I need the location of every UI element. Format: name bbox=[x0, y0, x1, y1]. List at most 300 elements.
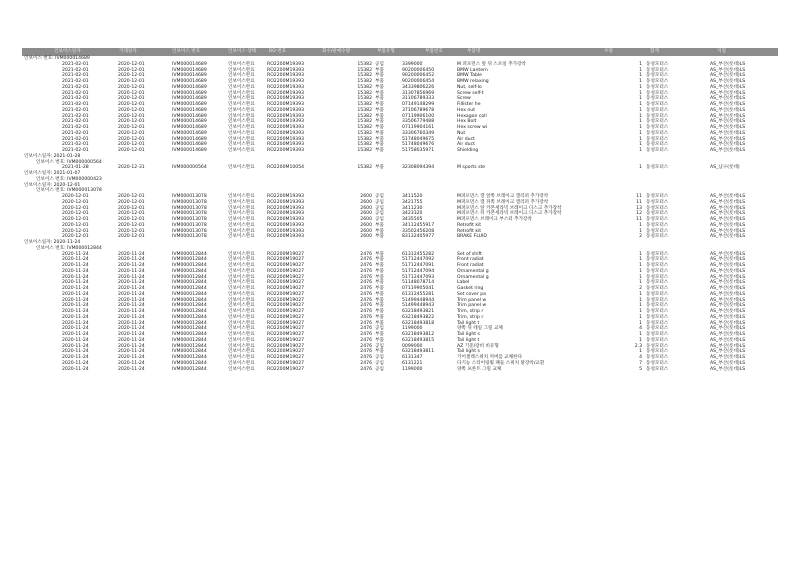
table-cell: Nut bbox=[457, 130, 466, 136]
table-cell: 2020-11-24 bbox=[118, 291, 145, 297]
table-cell: 90200006452 bbox=[402, 73, 435, 79]
table-cell: IVM000014689 bbox=[172, 96, 207, 102]
table-cell: AS_부산(롯데)LS bbox=[710, 263, 746, 268]
table-cell: 2020-12-01 bbox=[62, 199, 89, 205]
table-cell: Ornamental g bbox=[457, 268, 489, 274]
table-cell: 2476 bbox=[360, 337, 372, 343]
table-cell: AS_부산(롯데)LS bbox=[710, 96, 746, 102]
table-cell: IVM000014689 bbox=[172, 142, 207, 148]
table-cell: 15382 bbox=[357, 125, 372, 130]
table-cell: BRAKE FLUID bbox=[457, 234, 487, 240]
table-cell: 1 bbox=[639, 142, 642, 148]
table-cell: Set cover pa bbox=[457, 291, 486, 297]
table-cell: 2476 bbox=[360, 366, 372, 372]
table-cell: RO2200M19027 bbox=[267, 274, 305, 280]
table-cell: 63218493815 bbox=[402, 337, 435, 343]
table-cell: IVM000012844 bbox=[172, 332, 207, 337]
table-cell: 3411230 bbox=[402, 205, 423, 211]
table-cell: M퍼포먼스 캘 앞쪽 브레이크 캘리퍼 추가장착 bbox=[457, 194, 549, 199]
table-cell: 인보이스완료 bbox=[228, 84, 255, 90]
table-cell: AS_부산(롯데)LS bbox=[710, 79, 746, 84]
group-label-text: 인보이스일자: 2021-01-28 bbox=[24, 153, 81, 159]
table-cell: 1 bbox=[639, 67, 642, 73]
table-cell: M 퍼포먼스 앞 뒤 스포일 추가장착 bbox=[457, 61, 526, 67]
table-cell: AZ 기준/장비 비유형 bbox=[457, 343, 499, 349]
table-cell: 2476 bbox=[360, 297, 372, 303]
table-cell: 2021-02-01 bbox=[62, 136, 89, 142]
table-cell: 동성모터스 bbox=[646, 355, 669, 360]
table-cell: 2020-12-01 bbox=[118, 90, 145, 96]
table-cell: 2476 bbox=[360, 251, 372, 257]
table-cell: Shielding bbox=[457, 148, 479, 153]
table-cell: AS_부산(롯데)LS bbox=[710, 349, 746, 355]
table-cell: 5 bbox=[639, 366, 642, 372]
table-cell: 부품 bbox=[375, 309, 384, 314]
table-cell: 인보이스완료 bbox=[228, 314, 255, 320]
table-cell: 2020-11-24 bbox=[62, 309, 89, 314]
table-cell: 2020-12-01 bbox=[62, 194, 89, 199]
table-cell: 2020-11-24 bbox=[118, 320, 145, 326]
table-cell: IVM000012844 bbox=[172, 268, 207, 274]
table-cell: AS_부산(롯데)LS bbox=[710, 90, 746, 96]
table-cell: AS_부산(롯데)LS bbox=[710, 286, 746, 291]
table-cell: 부품 bbox=[375, 84, 384, 90]
table-cell: IVM000012844 bbox=[172, 326, 207, 332]
table-cell: 07119905041 bbox=[402, 286, 435, 291]
table-cell: 동성모터스 bbox=[646, 217, 669, 222]
table-cell: 동성모터스 bbox=[646, 119, 669, 125]
table-cell: AS_부산(롯데)LS bbox=[710, 343, 746, 349]
table-cell: RO2200M19393 bbox=[267, 96, 305, 102]
table-cell: IVM000012844 bbox=[172, 286, 207, 291]
table-cell: 2020-12-01 bbox=[118, 194, 145, 199]
table-cell: 2476 bbox=[360, 286, 372, 291]
table-cell: 공임 bbox=[375, 205, 384, 211]
table-cell: 2020-11-24 bbox=[62, 303, 89, 309]
table-cell: 인보이스완료 bbox=[228, 107, 255, 113]
table-cell: 90200006450 bbox=[402, 67, 435, 73]
table-cell: 인보이스완료 bbox=[228, 291, 255, 297]
table-cell: Air duct bbox=[457, 142, 475, 148]
table-cell: 51499448944 bbox=[402, 297, 435, 303]
table-cell: Gasket ring bbox=[457, 286, 484, 291]
table-cell: Trim panel w bbox=[457, 303, 487, 309]
table-cell: RO2200M19393 bbox=[267, 211, 305, 217]
table-cell: 2020-12-01 bbox=[118, 61, 145, 67]
table-cell: 33502456208 bbox=[402, 228, 435, 234]
table-cell: M퍼포먼스 캘 뒤쪽 브레이크 캘리퍼 추가장착 bbox=[457, 199, 549, 205]
table-cell: 1 bbox=[639, 291, 642, 297]
table-cell: 2600 bbox=[360, 205, 372, 211]
table-cell: 인보이스완료 bbox=[228, 343, 255, 349]
table-cell: IVM000012844 bbox=[172, 263, 207, 268]
table-cell: 동성모터스 bbox=[646, 274, 669, 280]
table-cell: 6131347 bbox=[402, 355, 423, 360]
table-cell: 인보이스완료 bbox=[228, 355, 255, 360]
table-cell: Tail light t bbox=[457, 337, 480, 343]
table-cell: 37106789678 bbox=[402, 107, 435, 113]
table-cell: 부품 bbox=[375, 113, 384, 119]
table-cell: Hex Bolt bbox=[457, 119, 477, 125]
table-cell: 15382 bbox=[357, 90, 372, 96]
table-cell: 동성모터스 bbox=[646, 286, 669, 291]
table-cell: 부품 bbox=[375, 102, 384, 107]
table-cell: 동성모터스 bbox=[646, 107, 669, 113]
table-cell: 2020-12-01 bbox=[118, 113, 145, 119]
table-cell: 인보이스완료 bbox=[228, 263, 255, 268]
table-cell: 11 bbox=[636, 217, 642, 222]
table-cell: AS_부산(롯데)LS bbox=[710, 142, 746, 148]
table-cell: AS_부산(롯데)LS bbox=[710, 84, 746, 90]
table-cell: 동성모터스 bbox=[646, 326, 669, 332]
table-cell: 2021-02-01 bbox=[62, 79, 89, 84]
table-cell: RO2200M19027 bbox=[267, 355, 305, 360]
table-cell: 부품 bbox=[375, 228, 384, 234]
table-cell: RO2200M19393 bbox=[267, 113, 305, 119]
table-cell: RO2200M19393 bbox=[267, 205, 305, 211]
table-cell: RO2200M19393 bbox=[267, 73, 305, 79]
table-cell: 동성모터스 bbox=[646, 96, 669, 102]
table-cell: Screw self-t bbox=[457, 90, 484, 96]
table-cell: 33506779488 bbox=[402, 119, 435, 125]
table-cell: 2021-02-01 bbox=[62, 90, 89, 96]
table-cell: 2020-12-01 bbox=[118, 96, 145, 102]
group-label-text: 인보이스 번호: IVM000000423 bbox=[36, 176, 102, 182]
table-cell: 인보이스완료 bbox=[228, 268, 255, 274]
table-cell: IVM000012844 bbox=[172, 257, 207, 263]
table-cell: 51712447094 bbox=[402, 268, 435, 274]
table-cell: 인보이스완료 bbox=[228, 79, 255, 84]
table-cell: M퍼포먼스 뒤 카본세라믹 브레이크 디스크 추가장착 bbox=[457, 211, 562, 217]
table-cell: 2476 bbox=[360, 360, 372, 366]
table-cell: 인보이스완료 bbox=[228, 337, 255, 343]
table-cell: Label bbox=[457, 280, 470, 286]
table-cell: 동성모터스 bbox=[646, 199, 669, 205]
table-cell: 인보이스완료 bbox=[228, 96, 255, 102]
table-cell: 15382 bbox=[357, 102, 372, 107]
table-cell: 부품 bbox=[375, 148, 384, 153]
table-cell: BMW Table bbox=[457, 73, 482, 79]
table-cell: 2020-11-24 bbox=[118, 355, 145, 360]
table-cell: IVM000000564 bbox=[172, 165, 207, 171]
table-cell: AS_부산(롯데)LS bbox=[710, 303, 746, 309]
table-cell: 동성모터스 bbox=[646, 297, 669, 303]
table-cell: 부품 bbox=[375, 79, 384, 84]
table-cell: RO2200M19027 bbox=[267, 366, 305, 372]
table-cell: 1 bbox=[639, 228, 642, 234]
table-cell: M퍼포먼스 브레이크 부스터 추가장착 bbox=[457, 217, 532, 222]
table-cell: 2020-11-24 bbox=[118, 280, 145, 286]
table-cell: AS_부산(롯데)LS bbox=[710, 297, 746, 303]
table-cell: AS_부산(롯데)LS bbox=[710, 332, 746, 337]
table-cell: 51748049676 bbox=[402, 142, 435, 148]
table-cell: 동성모터스 bbox=[646, 165, 669, 171]
table-cell: 2021-02-01 bbox=[62, 67, 89, 73]
table-cell: Hex screw wi bbox=[457, 125, 488, 130]
table-cell: 1199000 bbox=[402, 326, 423, 332]
column-header: 회수/판매수량 bbox=[322, 49, 351, 54]
table-cell: 11 bbox=[636, 199, 642, 205]
table-cell: 부품 bbox=[375, 349, 384, 355]
table-cell: 2020-11-24 bbox=[62, 314, 89, 320]
table-cell: 2021-02-01 bbox=[62, 61, 89, 67]
table-cell: 2476 bbox=[360, 257, 372, 263]
table-cell: Nut, self-lo bbox=[457, 84, 482, 90]
table-cell: 2020-12-01 bbox=[118, 228, 145, 234]
table-cell: RO2200M19027 bbox=[267, 326, 305, 332]
table-cell: 1 bbox=[639, 96, 642, 102]
table-cell: 공임 bbox=[375, 366, 384, 372]
table-cell: 인보이스완료 bbox=[228, 222, 255, 228]
table-cell: 1 bbox=[639, 337, 642, 343]
table-cell: 2020-12-01 bbox=[118, 84, 145, 90]
table-cell: AS_부산(롯데)LS bbox=[710, 366, 746, 372]
table-cell: 부품 bbox=[375, 136, 384, 142]
table-cell: AS_부산(롯데)LS bbox=[710, 199, 746, 205]
table-cell: 부품 bbox=[375, 251, 384, 257]
table-cell: 2476 bbox=[360, 303, 372, 309]
table-cell: AS_부산(롯데)LS bbox=[710, 217, 746, 222]
table-cell: RO2200M19027 bbox=[267, 297, 305, 303]
table-cell: AS_부산(롯데)LS bbox=[710, 205, 746, 211]
table-cell: 인보이스완료 bbox=[228, 349, 255, 355]
table-cell: AS_부산(롯데)LS bbox=[710, 194, 746, 199]
table-cell: 1 bbox=[639, 148, 642, 153]
table-cell: AS_부산(롯데)LS bbox=[710, 314, 746, 320]
table-cell: 부품 bbox=[375, 222, 384, 228]
table-cell: 13 bbox=[636, 205, 642, 211]
table-cell: 인보이스완료 bbox=[228, 280, 255, 286]
table-cell: M sports ste bbox=[457, 165, 486, 171]
table-cell: 2021-02-01 bbox=[62, 130, 89, 136]
table-cell: IVM000012844 bbox=[172, 309, 207, 314]
table-cell: 2476 bbox=[360, 309, 372, 314]
table-cell: 2020-12-01 bbox=[118, 130, 145, 136]
table-cell: IVM000014689 bbox=[172, 84, 207, 90]
table-cell: 2020-11-24 bbox=[62, 343, 89, 349]
table-cell: 부품 bbox=[375, 257, 384, 263]
table-cell: 15382 bbox=[357, 148, 372, 153]
table-cell: 인보이스완료 bbox=[228, 199, 255, 205]
table-cell: 3411520 bbox=[402, 194, 423, 199]
table-cell: 인보이스완료 bbox=[228, 102, 255, 107]
table-cell: 2020-11-24 bbox=[62, 326, 89, 332]
table-cell: 2021-02-01 bbox=[62, 113, 89, 119]
table-cell: 1 bbox=[639, 297, 642, 303]
table-cell: RO2200M19393 bbox=[267, 102, 305, 107]
table-cell: IVM000013078 bbox=[172, 211, 207, 217]
table-cell: 인보이스완료 bbox=[228, 303, 255, 309]
table-cell: RO2200M19393 bbox=[267, 119, 305, 125]
table-cell: IVM000012844 bbox=[172, 291, 207, 297]
invoice-report bbox=[22, 48, 778, 372]
table-cell: 동성모터스 bbox=[646, 130, 669, 136]
table-cell: 2020-11-24 bbox=[118, 314, 145, 320]
table-cell: 2020-12-01 bbox=[118, 234, 145, 240]
table-cell: 2.3 bbox=[634, 343, 642, 349]
table-cell: 동성모터스 bbox=[646, 125, 669, 130]
table-cell: 부품 bbox=[375, 234, 384, 240]
table-cell: 동성모터스 bbox=[646, 280, 669, 286]
table-cell: 63218493812 bbox=[402, 332, 435, 337]
table-cell: 부품 bbox=[375, 263, 384, 268]
table-cell: 인보이스완료 bbox=[228, 125, 255, 130]
table-cell: 동성모터스 bbox=[646, 136, 669, 142]
table-cell: AS_남구(롯데) bbox=[710, 165, 740, 171]
table-cell: 1 bbox=[639, 332, 642, 337]
table-cell: RO2200M19393 bbox=[267, 61, 305, 67]
table-cell: IVM000014689 bbox=[172, 113, 207, 119]
table-cell: 1 bbox=[639, 320, 642, 326]
table-cell: RO2200M19027 bbox=[267, 291, 305, 297]
table-cell: 2 bbox=[639, 286, 642, 291]
table-cell: 1 bbox=[639, 136, 642, 142]
column-header: 수량 bbox=[604, 49, 613, 54]
table-cell: Hexagon coll bbox=[457, 113, 487, 119]
table-cell: AS_부산(롯데)LS bbox=[710, 228, 746, 234]
table-cell: 동성모터스 bbox=[646, 314, 669, 320]
table-cell: 51712447092 bbox=[402, 257, 435, 263]
table-cell: 2600 bbox=[360, 217, 372, 222]
table-cell: 공임 bbox=[375, 343, 384, 349]
table-cell: 31307856969 bbox=[402, 90, 435, 96]
table-cell: AS_부산(롯데)LS bbox=[710, 251, 746, 257]
table-cell: RO2200M19027 bbox=[267, 251, 305, 257]
table-cell: 2020-12-01 bbox=[62, 211, 89, 217]
table-cell: 2020-11-24 bbox=[118, 309, 145, 314]
table-cell: 동성모터스 bbox=[646, 303, 669, 309]
table-cell: 2020-12-01 bbox=[62, 217, 89, 222]
table-cell: 2020-11-24 bbox=[118, 251, 145, 257]
table-cell: 2020-12-01 bbox=[118, 125, 145, 130]
table-cell: AS_부산(롯데)LS bbox=[710, 291, 746, 297]
table-cell: AS_부산(롯데)LS bbox=[710, 67, 746, 73]
table-cell: 2021-02-01 bbox=[62, 107, 89, 113]
table-cell: 동성모터스 bbox=[646, 61, 669, 67]
table-cell: 인보이스완료 bbox=[228, 67, 255, 73]
table-cell: 인보이스완료 bbox=[228, 326, 255, 332]
table-cell: IVM000014689 bbox=[172, 136, 207, 142]
table-cell: 1 bbox=[639, 125, 642, 130]
table-cell: 2020-11-24 bbox=[118, 349, 145, 355]
table-cell: 동성모터스 bbox=[646, 205, 669, 211]
table-cell: Ornamental g bbox=[457, 274, 489, 280]
table-cell: IVM000012844 bbox=[172, 320, 207, 326]
table-cell: 51748049675 bbox=[402, 136, 435, 142]
table-cell: 부품 bbox=[375, 314, 384, 320]
table-cell: RO2200M19027 bbox=[267, 314, 305, 320]
table-cell: 1 bbox=[639, 119, 642, 125]
table-cell: 2476 bbox=[360, 274, 372, 280]
table-cell: 동성모터스 bbox=[646, 67, 669, 73]
table-cell: 2020-11-24 bbox=[62, 337, 89, 343]
table-cell: RO2200M19027 bbox=[267, 337, 305, 343]
table-cell: 2020-11-24 bbox=[62, 268, 89, 274]
table-cell: Fillister he bbox=[457, 102, 481, 107]
table-cell: AS_부산(롯데)LS bbox=[710, 125, 746, 130]
table-cell: 2020-11-24 bbox=[62, 297, 89, 303]
table-cell: Trim, strip r bbox=[457, 314, 484, 320]
table-cell: 인보이스완료 bbox=[228, 251, 255, 257]
table-cell: 63218493818 bbox=[402, 320, 435, 326]
table-cell: AS_부산(롯데)LS bbox=[710, 102, 746, 107]
table-cell: 2600 bbox=[360, 234, 372, 240]
table-cell: 동성모터스 bbox=[646, 291, 669, 297]
table-cell: 2021-02-01 bbox=[62, 102, 89, 107]
table-cell: AS_부산(롯데)LS bbox=[710, 280, 746, 286]
table-cell: 인보이스완료 bbox=[228, 165, 255, 171]
table-cell: 부품 bbox=[375, 280, 384, 286]
table-cell: 2020-11-24 bbox=[118, 303, 145, 309]
table-cell: 2021-02-01 bbox=[62, 84, 89, 90]
table-cell: Front radiat bbox=[457, 257, 484, 263]
table-cell: 2020-11-24 bbox=[62, 280, 89, 286]
table-row bbox=[22, 367, 778, 373]
table-cell: 15382 bbox=[357, 119, 372, 125]
table-cell: 1 bbox=[639, 102, 642, 107]
table-cell: 인보이스완료 bbox=[228, 211, 255, 217]
table-cell: 부품 bbox=[375, 165, 384, 171]
table-cell: AS_부산(롯데)LS bbox=[710, 148, 746, 153]
table-cell: RO2200M19393 bbox=[267, 228, 305, 234]
table-cell: 2476 bbox=[360, 263, 372, 268]
table-cell: 2020-12-31 bbox=[118, 165, 145, 171]
table-cell: 동성모터스 bbox=[646, 113, 669, 119]
table-cell: 2020-11-24 bbox=[118, 286, 145, 291]
table-cell: 인보이스완료 bbox=[228, 142, 255, 148]
table-cell: RO2200M19393 bbox=[267, 107, 305, 113]
table-cell: 1 bbox=[639, 251, 642, 257]
table-cell: 1 bbox=[639, 61, 642, 67]
table-cell: AS_부산(롯데)LS bbox=[710, 355, 746, 360]
table-cell: 2020-12-01 bbox=[118, 107, 145, 113]
table-cell: 양쪽 뒤 테일 그릴 교체 bbox=[457, 326, 503, 332]
table-cell: AS_부산(롯데)LS bbox=[710, 268, 746, 274]
table-cell: 4 bbox=[639, 355, 642, 360]
table-cell: 인보이스완료 bbox=[228, 297, 255, 303]
table-cell: 부품 bbox=[375, 268, 384, 274]
table-cell: 15382 bbox=[357, 79, 372, 84]
table-cell: AS_부산(롯데)LS bbox=[710, 61, 746, 67]
table-cell: 34112455917 bbox=[402, 222, 435, 228]
table-cell: 2600 bbox=[360, 211, 372, 217]
table-cell: AS_부산(롯데)LS bbox=[710, 326, 746, 332]
table-cell: AS_부산(롯데)LS bbox=[710, 113, 746, 119]
table-cell: IVM000014689 bbox=[172, 119, 207, 125]
table-cell: 2476 bbox=[360, 320, 372, 326]
table-cell: 공임 bbox=[375, 199, 384, 205]
table-cell: RO2200M19393 bbox=[267, 199, 305, 205]
table-cell: RO2200M19027 bbox=[267, 268, 305, 274]
table-cell: 동성모터스 bbox=[646, 234, 669, 240]
table-cell: 부품 bbox=[375, 119, 384, 125]
table-cell: 인보이스완료 bbox=[228, 286, 255, 291]
table-cell: IVM000013078 bbox=[172, 205, 207, 211]
table-cell: 07119906100 bbox=[402, 113, 435, 119]
table-cell: 1 bbox=[639, 222, 642, 228]
table-cell: 2600 bbox=[360, 194, 372, 199]
table-cell: 2020-11-24 bbox=[62, 263, 89, 268]
table-cell: 2476 bbox=[360, 291, 372, 297]
table-cell: 1 bbox=[639, 130, 642, 136]
table-cell: 인보이스완료 bbox=[228, 61, 255, 67]
table-cell: 2600 bbox=[360, 228, 372, 234]
table-cell: 2020-11-24 bbox=[62, 291, 89, 297]
table-cell: 2020-11-24 bbox=[62, 366, 89, 372]
group-label-text: 인보이스 번호: IVM000012844 bbox=[36, 245, 102, 251]
table-cell: AS_부산(롯데)LS bbox=[710, 274, 746, 280]
table-cell: 동성모터스 bbox=[646, 148, 669, 153]
